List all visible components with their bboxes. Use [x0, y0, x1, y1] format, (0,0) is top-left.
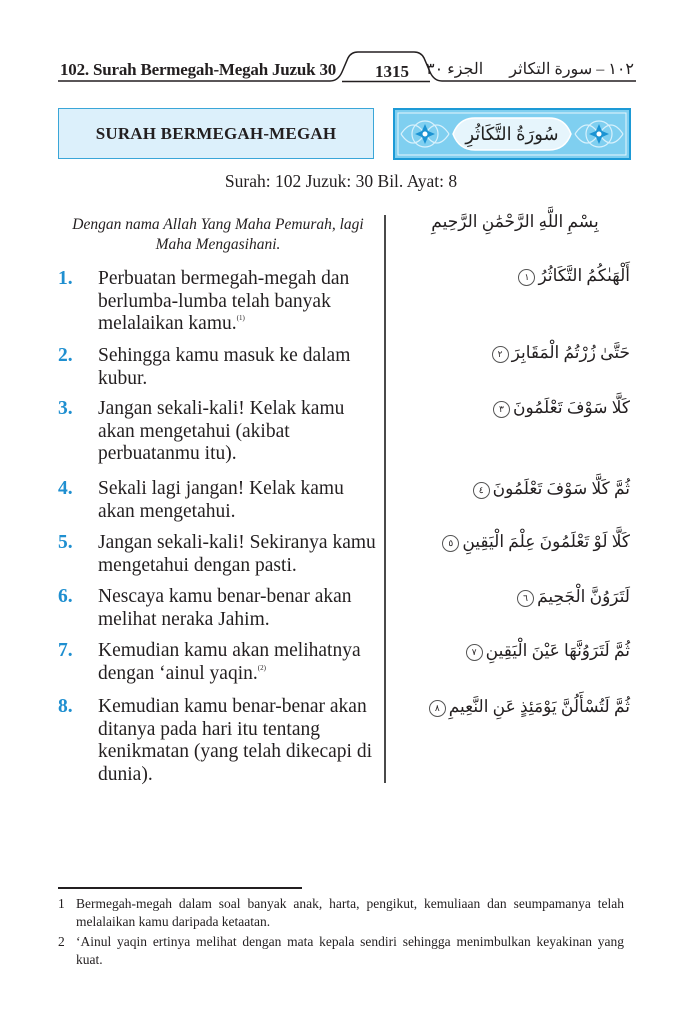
verse-1 [58, 268, 378, 336]
ayah-text: كَلَّا لَوْ تَعْلَمُونَ عِلْمَ الْيَقِينِ [462, 532, 630, 551]
ayah-end-marker-icon: ٧ [466, 644, 483, 661]
page-number: 1315 [375, 62, 409, 81]
ayah-end-marker-icon: ٥ [442, 535, 459, 552]
bismillah-translation: Dengan nama Allah Yang Maha Pemurah, lagi Maha Mengasihani. [72, 216, 364, 253]
verse-number: 1. [58, 268, 73, 289]
ayah-arabic-1 [518, 266, 630, 286]
verse-number: 3. [58, 398, 73, 419]
column-divider [384, 215, 386, 783]
verse-text: Kemudian kamu benar-benar akan ditanya pada hari itu tentang kenikmatan (yang telah dikecapi di dunia). [98, 696, 372, 785]
ayah-text: ثُمَّ كَلَّا سَوْفَ تَعْلَمُونَ [492, 479, 630, 498]
footnote-ref[interactable]: (2) [257, 663, 266, 672]
surah-title-ornament [393, 108, 631, 160]
verse-3 [58, 398, 378, 466]
ayah-text: أَلْهَىٰكُمُ التَّكَاثُرُ [538, 266, 630, 285]
ayah-arabic-5 [442, 532, 630, 552]
ayah-arabic-6 [517, 587, 630, 607]
ayah-arabic-7 [466, 641, 630, 661]
ayah-end-marker-icon: ١ [518, 269, 535, 286]
header-juz-arabic: الجزء ٣٠ [426, 61, 484, 78]
verse-number: 7. [58, 640, 73, 661]
verse-6 [58, 586, 378, 631]
verse-5 [58, 532, 378, 577]
ayah-text: حَتَّىٰ زُرْتُمُ الْمَقَابِرَ [511, 343, 630, 362]
footnote-2 [58, 933, 624, 969]
surah-title-box [58, 108, 374, 159]
footnote-1 [58, 895, 624, 931]
ayah-end-marker-icon: ٨ [429, 700, 446, 717]
ayah-end-marker-icon: ٤ [473, 482, 490, 499]
verse-text: Perbuatan bermegah-megah dan berlumba-lumba telah banyak melalaikan kamu. [98, 268, 350, 334]
ayah-arabic-8 [429, 697, 630, 717]
verse-text: Sehingga kamu masuk ke dalam kubur. [98, 345, 351, 389]
verse-text: Nescaya kamu benar-benar akan melihat neraka Jahim. [98, 586, 352, 630]
verse-number: 5. [58, 532, 73, 553]
verse-text: Sekali lagi jangan! Kelak kamu akan mengetahui. [98, 478, 344, 522]
running-header [58, 50, 636, 84]
ayah-text: ثُمَّ لَتُسْأَلُنَّ يَوْمَئِذٍ عَنِ النَّعِيمِ [448, 697, 630, 716]
footnote-number: 2 [58, 934, 65, 949]
verse-2 [58, 345, 378, 390]
verse-number: 2. [58, 345, 73, 366]
header-surah-arabic: ١٠٢ – سورة التكاثر [509, 61, 634, 78]
ayah-arabic-4 [473, 479, 630, 499]
ayah-text: كَلَّا سَوْفَ تَعْلَمُونَ [512, 398, 630, 417]
ayah-text: ثُمَّ لَتَرَوُنَّهَا عَيْنَ الْيَقِينِ [485, 641, 630, 660]
verse-text: Jangan sekali-kali! Sekiranya kamu mengetahui dengan pasti. [98, 532, 376, 576]
verse-8 [58, 696, 378, 786]
footnote-number: 1 [58, 896, 65, 911]
bismillah-arabic: بِسْمِ اللَّهِ الرَّحْمَٰنِ الرَّحِيمِ [431, 212, 599, 231]
verse-number: 4. [58, 478, 73, 499]
ayah-text: لَتَرَوُنَّ الْجَحِيمَ [537, 587, 630, 606]
surah-meta: Surah: 102 Juzuk: 30 Bil. Ayat: 8 [224, 171, 458, 191]
footnotes [58, 895, 624, 971]
ayah-end-marker-icon: ٦ [517, 590, 534, 607]
verse-text: Kemudian kamu akan melihatnya dengan ‘ainul yaqin. [98, 640, 361, 684]
footnote-rule [58, 887, 302, 889]
footnote-ref[interactable]: (1) [236, 314, 245, 322]
ayah-end-marker-icon: ٣ [493, 401, 510, 418]
footnote-text: ‘Ainul yaqin ertinya melihat dengan mata kepala sendiri sehingga menimbulkan keyakinan yang kuat. [76, 934, 624, 967]
verse-number: 6. [58, 586, 73, 607]
verse-number: 8. [58, 696, 73, 717]
surah-title-arabic: سُورَةُ التَّكَاثُرِ [465, 124, 559, 144]
ayah-end-marker-icon: ٢ [492, 346, 509, 363]
ayah-arabic-3 [493, 398, 630, 418]
ayah-arabic-2 [492, 343, 630, 363]
footnote-text: Bermegah-megah dalam soal banyak anak, harta, pengikut, kemuliaan dan seumpamanya telah melalaikan kamu daripada ketaatan. [76, 896, 624, 929]
verse-4 [58, 478, 378, 523]
verse-7 [58, 640, 378, 685]
header-surah-title: 102. Surah Bermegah-Megah Juzuk 30 [60, 60, 337, 79]
verse-text: Jangan sekali-kali! Kelak kamu akan mengetahui (akibat perbuatanmu itu). [98, 398, 345, 464]
surah-title-latin: SURAH BERMEGAH-MEGAH [95, 123, 337, 143]
